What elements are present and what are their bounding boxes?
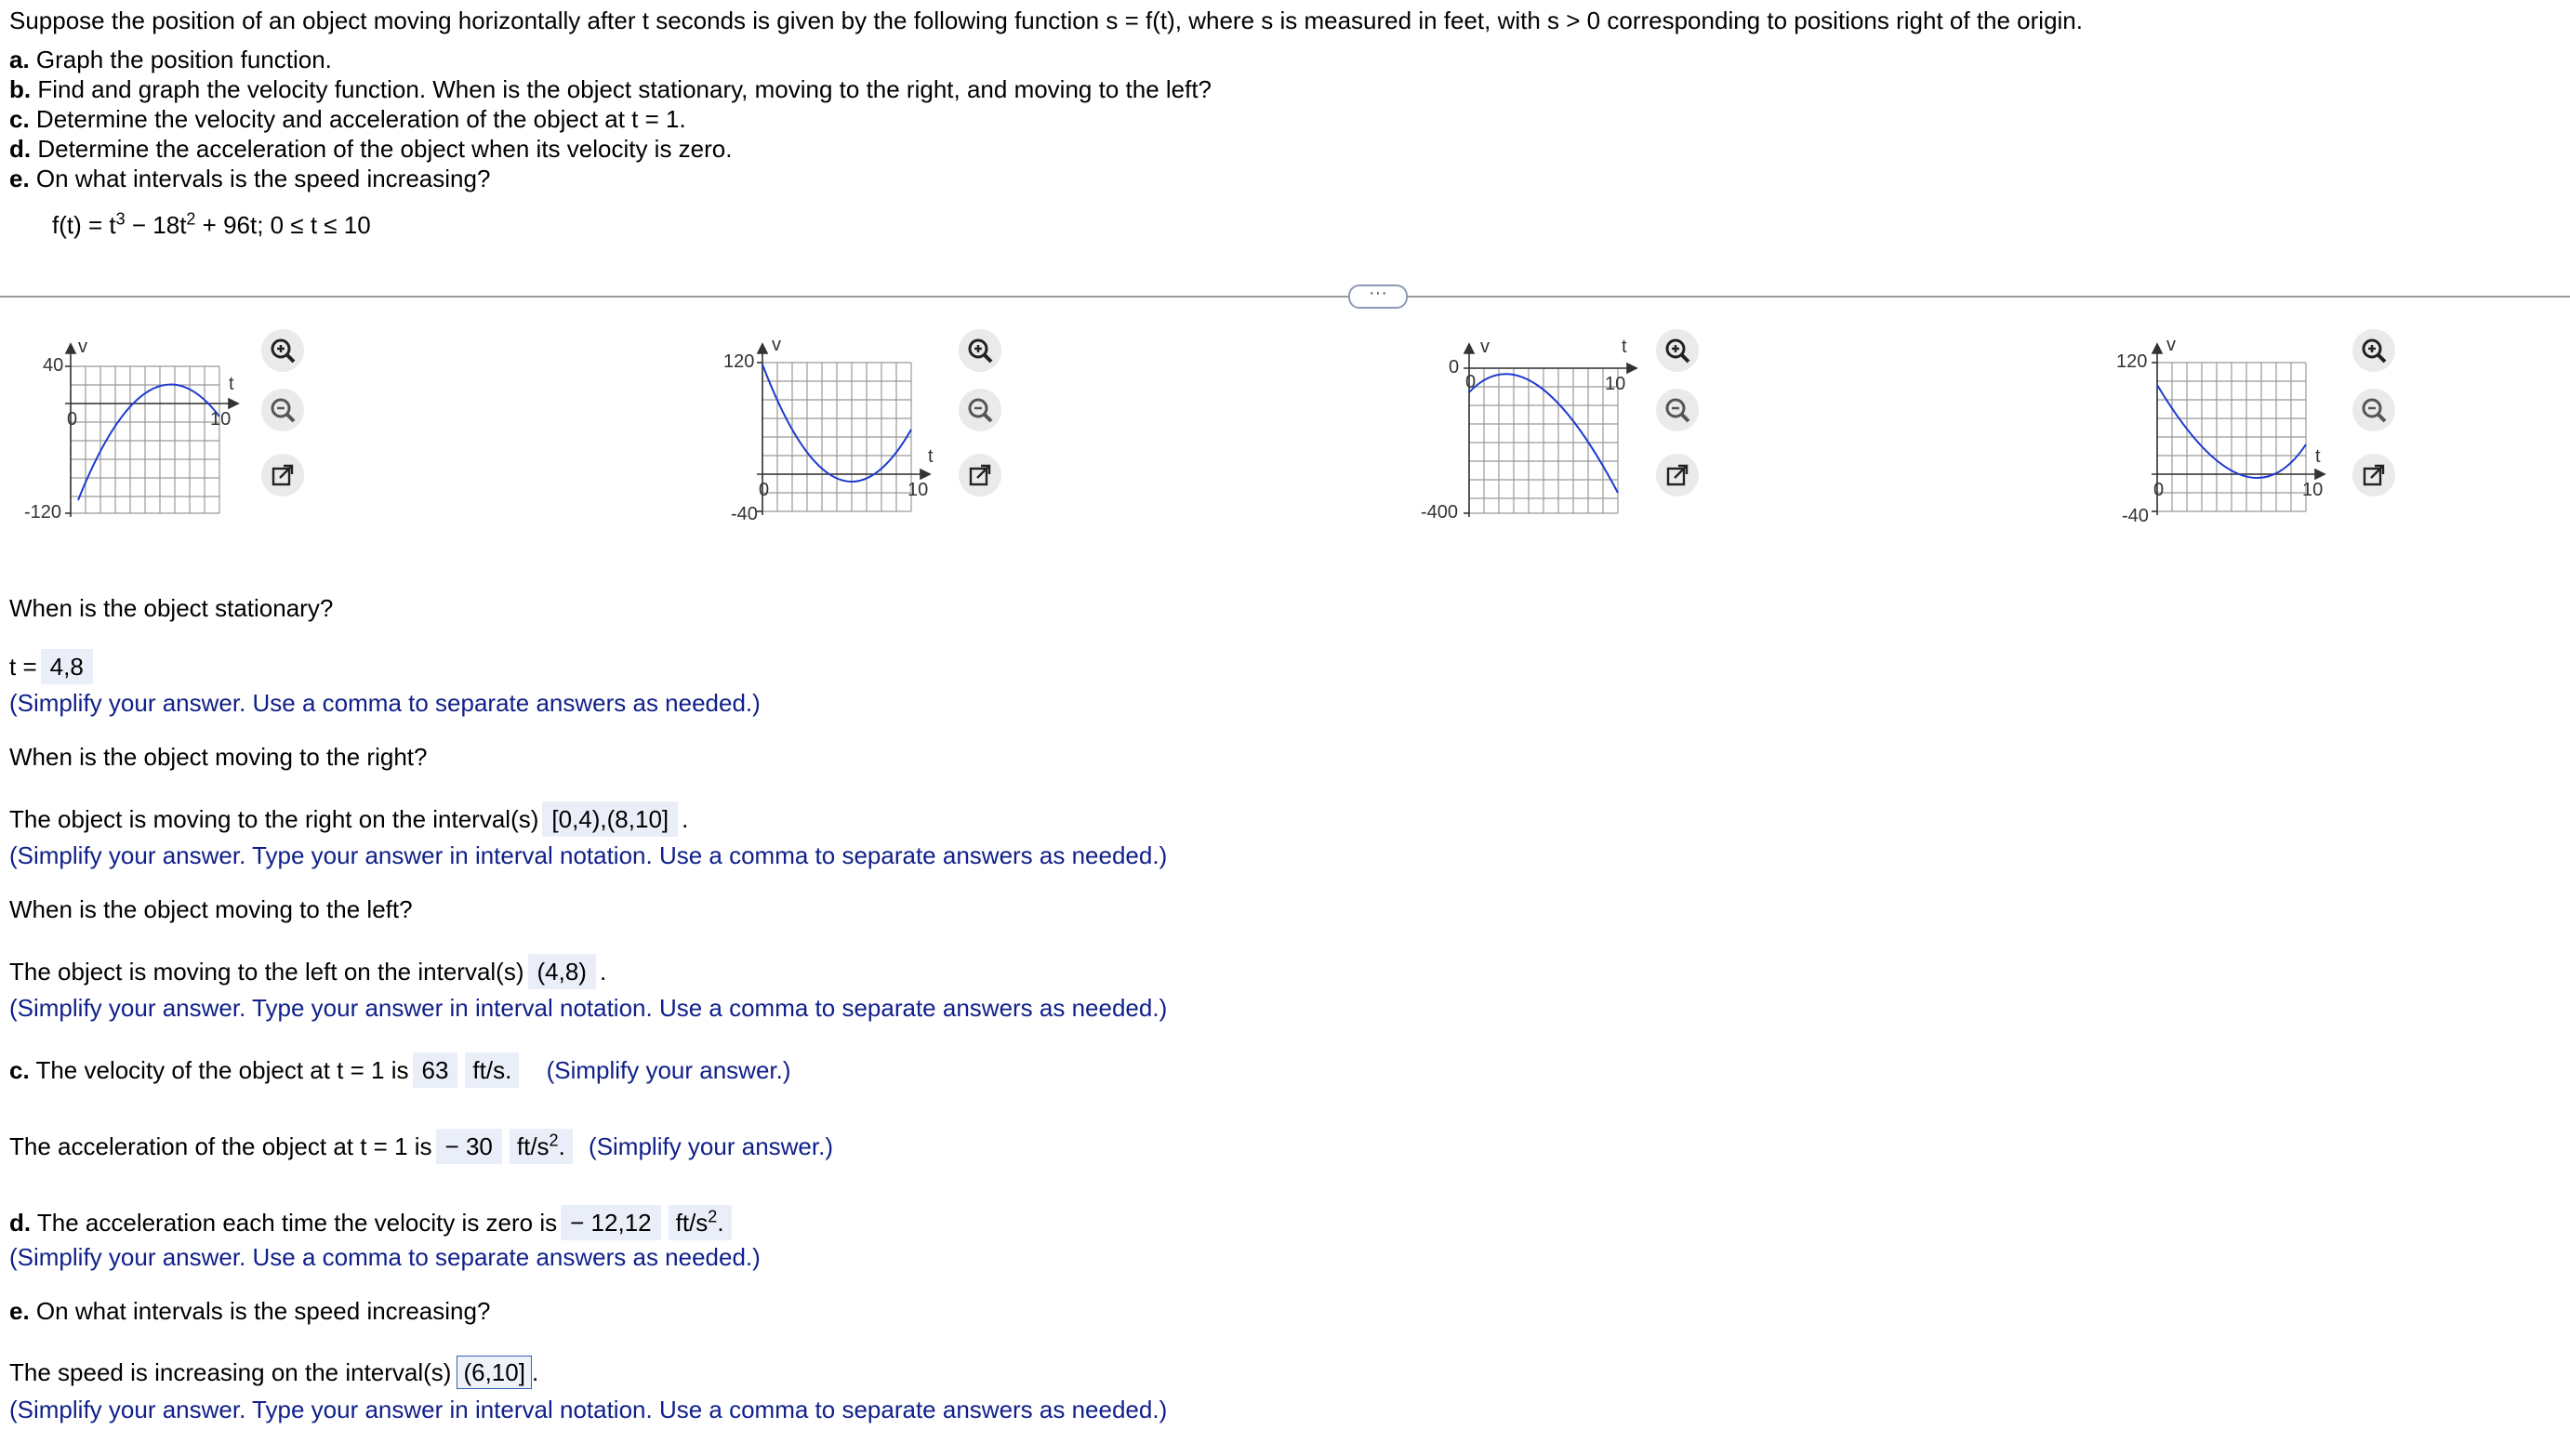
acceleration-period: . [558,1132,565,1160]
zoom-in-icon[interactable] [261,329,304,372]
e-row [9,1356,538,1389]
part-d-label: d. [9,1209,32,1237]
part-e-letter: e. [9,165,30,192]
velocity-text: The velocity of the object at t = 1 is [35,1056,409,1084]
part-b-letter: b. [9,75,32,103]
zoom-out-icon[interactable] [959,389,1001,431]
graph-4-axis-t: t [2315,446,2321,467]
section-divider [0,296,2570,298]
part-c [9,104,686,134]
graph-1-axis-t: t [229,374,234,394]
function-mid: − 18t [125,211,187,239]
d-unit [669,1205,732,1240]
zoom-in-icon[interactable] [1656,329,1699,372]
graph-option-3[interactable] [1395,325,1674,549]
graph-3-axis-t: t [1622,337,1627,357]
velocity-unit: ft/s. [465,1052,519,1088]
graph-1-axis-v: v [78,337,87,357]
graph-option-1[interactable] [0,325,372,549]
acceleration-text: The acceleration of the object at t = 1 is [9,1132,432,1160]
divider-handle[interactable]: ··· [1348,285,1408,309]
right-answer-field[interactable]: [0,4),(8,10] [542,801,678,837]
part-d [9,134,733,164]
zoom-out-icon[interactable] [261,389,304,431]
part-e-label: e. [9,1297,30,1325]
graph-2-axis-t: t [928,446,934,467]
part-c-label: c. [9,1056,30,1084]
graph-2-y-bottom: -40 [731,504,758,524]
graph-1-y-bottom: -120 [24,502,62,523]
part-b [9,74,1212,104]
left-prefix: The object is moving to the left on the interval(s) [9,958,524,986]
e-question-row [9,1296,490,1326]
hint-velocity: (Simplify your answer.) [546,1056,791,1084]
part-c-text: Determine the velocity and acceleration of the object at t = 1. [35,105,686,133]
open-external-icon[interactable] [2352,454,2395,496]
zoom-out-icon[interactable] [1656,389,1699,431]
graph-2-origin: 0 [759,480,770,500]
stationary-row [9,649,97,684]
graph-4-t-max: 10 [2302,480,2324,500]
part-e-text: On what intervals is the speed increasing? [35,165,491,192]
graph-4-y-top: 120 [2116,351,2148,372]
d-period: . [717,1209,724,1237]
part-b-text: Find and graph the velocity function. When is the object stationary, moving to the right, and moving to the left? [37,75,1212,103]
e-prefix: The speed is increasing on the interval(s) [9,1358,452,1386]
graph-option-2[interactable] [697,325,976,549]
hint-left: (Simplify your answer. Type your answer in interval notation. Use a comma to separate answers as needed.) [9,994,1168,1022]
zoom-in-icon[interactable] [959,329,1001,372]
hint-stationary: (Simplify your answer. Use a comma to separate answers as needed.) [9,689,761,717]
part-e [9,164,490,193]
graph-1-t-max: 10 [210,409,232,430]
left-answer-field[interactable]: (4,8) [528,954,596,989]
graph-option-4[interactable] [2092,325,2371,549]
q-left: When is the object moving to the left? [9,895,413,923]
q-right: When is the object moving to the right? [9,743,428,771]
stationary-prefix: t = [9,653,37,681]
graph-1-y-top: 40 [43,355,64,376]
part-c-letter: c. [9,105,30,133]
d-row [9,1205,732,1240]
part-a-text: Graph the position function. [35,46,332,73]
graph-4-axis-v: v [2166,335,2176,355]
acceleration-row [9,1129,833,1164]
open-external-icon[interactable] [959,454,1001,496]
graph-4-origin: 0 [2153,480,2165,500]
graph-3-t-max: 10 [1605,374,1626,394]
d-unit-exp: 2 [708,1207,718,1226]
part-a [9,45,332,74]
zoom-out-icon[interactable] [2352,389,2395,431]
velocity-answer-field[interactable]: 63 [413,1052,458,1088]
left-row [9,954,606,989]
q-stationary: When is the object stationary? [9,594,334,622]
open-external-icon[interactable] [1656,454,1699,496]
graph-2-t-max: 10 [907,480,929,500]
d-text: The acceleration each time the velocity is zero is [36,1209,558,1237]
e-period: . [531,1358,539,1386]
right-row [9,801,688,837]
d-answer-field[interactable]: − 12,12 [561,1205,660,1240]
e-answer-field[interactable]: (6,10] [457,1356,532,1389]
part-d-text: Determine the acceleration of the object when its velocity is zero. [37,135,733,163]
graph-3-axis-v: v [1480,337,1490,357]
acceleration-unit-text: ft/s [516,1132,550,1160]
zoom-in-icon[interactable] [2352,329,2395,372]
graph-3-y-top: 0 [1449,357,1460,377]
stationary-answer-field[interactable]: 4,8 [41,649,93,684]
graph-3-origin: 0 [1465,372,1477,392]
hint-acceleration: (Simplify your answer.) [589,1132,833,1160]
right-prefix: The object is moving to the right on the interval(s) [9,805,539,833]
part-d-letter: d. [9,135,32,163]
problem-intro: Suppose the position of an object moving horizontally after t seconds is given by the following function s = f(t), where s is measured in feet, with s > 0 corresponding to positions right of the origin. [9,7,2083,34]
open-external-icon[interactable] [261,454,304,496]
graph-2-axis-v: v [772,335,781,355]
function-suffix: + 96t; 0 ≤ t ≤ 10 [195,211,371,239]
part-a-letter: a. [9,46,30,73]
graph-4-y-bottom: -40 [2122,506,2149,526]
function-prefix: f(t) = t [52,211,116,239]
graph-1-origin: 0 [67,409,78,430]
function-exp1: 3 [115,209,126,229]
function-exp2: 2 [186,209,196,229]
acceleration-unit-exp: 2 [549,1131,559,1150]
acceleration-unit [510,1129,573,1164]
left-period: . [599,958,607,986]
graph-3-y-bottom: -400 [1421,502,1459,523]
hint-e: (Simplify your answer. Type your answer in interval notation. Use a comma to separate answers as needed.) [9,1396,1168,1423]
acceleration-answer-field[interactable]: − 30 [436,1129,502,1164]
d-unit-text: ft/s [675,1209,709,1237]
hint-d: (Simplify your answer. Use a comma to separate answers as needed.) [9,1243,761,1271]
e-question: On what intervals is the speed increasing? [35,1297,491,1325]
position-function [52,210,371,240]
velocity-row [9,1052,791,1088]
right-period: . [682,805,689,833]
hint-right: (Simplify your answer. Type your answer in interval notation. Use a comma to separate answers as needed.) [9,841,1168,869]
graph-2-y-top: 120 [723,351,755,372]
